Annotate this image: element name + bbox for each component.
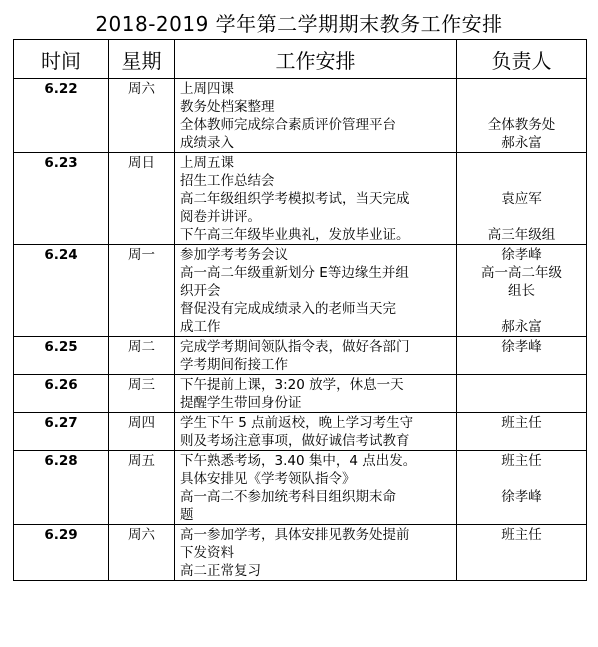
task-line: 高一高二年级重新划分 E等边缘生并组 — [180, 265, 409, 281]
owner-line — [457, 208, 586, 226]
task-line: 下发资料 — [180, 545, 234, 561]
task-line: 提醒学生带回身份证 — [180, 395, 302, 411]
task-line: 高一参加学考，具体安排见教务处提前 — [180, 527, 410, 543]
schedule-table — [13, 39, 587, 581]
date-text: 6.22 — [44, 81, 78, 97]
weekday-cell — [109, 337, 175, 375]
task-line: 完成学考期间领队指令表，做好各部门 — [180, 339, 410, 355]
task-line: 则及考场注意事项，做好诚信考试教育 — [180, 433, 410, 449]
weekday-cell — [109, 153, 175, 245]
weekday-text: 周一 — [128, 247, 155, 263]
owner-cell — [457, 375, 587, 413]
owner-line — [457, 154, 586, 172]
header-time: 时间 — [14, 40, 109, 79]
weekday-cell — [109, 79, 175, 153]
task-line: 招生工作总结会 — [180, 173, 275, 189]
task-line: 下午熟悉考场，3.40 集中，4 点出发。 — [180, 453, 417, 469]
task-line: 学生下午 5 点前返校，晚上学习考生守 — [180, 415, 414, 431]
owner-cell — [457, 245, 587, 337]
weekday-text: 周五 — [128, 453, 155, 469]
owner-line — [457, 300, 586, 318]
owner-line: 徐孝峰 — [501, 339, 542, 355]
owner-line: 高一高二年级 — [481, 265, 562, 281]
table-row — [14, 337, 587, 375]
owner-line: 高三年级组 — [487, 227, 556, 243]
task-line: 阅卷并讲评。 — [180, 209, 261, 225]
task-line: 具体安排见《学考领队指令》 — [180, 471, 356, 487]
date-text: 6.24 — [44, 247, 78, 263]
weekday-cell — [109, 375, 175, 413]
owner-line — [457, 470, 586, 488]
table-row — [14, 413, 587, 451]
owner-line — [457, 172, 586, 190]
weekday-text: 周六 — [128, 527, 155, 543]
task-line: 高二正常复习 — [180, 563, 261, 579]
task-cell — [175, 375, 457, 413]
owner-line — [457, 394, 586, 412]
task-line: 高一高二不参加统考科目组织期末命 — [180, 489, 396, 505]
date-text: 6.27 — [44, 415, 78, 431]
owner-line: 组长 — [508, 283, 535, 299]
owner-line: 徐孝峰 — [501, 247, 542, 263]
table-row — [14, 153, 587, 245]
weekday-cell — [109, 451, 175, 525]
owner-line: 班主任 — [501, 453, 542, 469]
date-text: 6.26 — [44, 377, 78, 393]
owner-line: 袁应军 — [501, 191, 542, 207]
date-cell — [14, 153, 109, 245]
task-cell — [175, 337, 457, 375]
task-cell — [175, 525, 457, 581]
date-text: 6.28 — [44, 453, 78, 469]
date-cell — [14, 451, 109, 525]
owner-cell — [457, 79, 587, 153]
date-cell — [14, 375, 109, 413]
weekday-cell — [109, 525, 175, 581]
date-text: 6.23 — [44, 155, 78, 171]
table-row — [14, 245, 587, 337]
task-line: 下午高三年级毕业典礼，发放毕业证。 — [180, 227, 410, 243]
owner-line — [457, 562, 586, 580]
header-row — [14, 40, 587, 79]
owner-line: 班主任 — [501, 415, 542, 431]
date-cell — [14, 525, 109, 581]
task-line: 督促没有完成成绩录入的老师当天完 — [180, 301, 396, 317]
weekday-cell — [109, 413, 175, 451]
task-line: 参加学考考务会议 — [180, 247, 288, 263]
header-weekday: 星期 — [109, 40, 175, 79]
table-row — [14, 79, 587, 153]
owner-cell — [457, 337, 587, 375]
owner-cell — [457, 451, 587, 525]
task-cell — [175, 153, 457, 245]
task-line: 下午提前上课，3:20 放学，休息一天 — [180, 377, 404, 393]
date-cell — [14, 337, 109, 375]
weekday-text: 周三 — [128, 377, 155, 393]
task-line: 成绩录入 — [180, 135, 234, 151]
header-task: 工作安排 — [175, 40, 457, 79]
task-line: 学考期间衔接工作 — [180, 357, 288, 373]
owner-line — [457, 432, 586, 450]
owner-line: 徐孝峰 — [501, 489, 542, 505]
owner-line — [457, 356, 586, 374]
weekday-cell — [109, 245, 175, 337]
schedule-body — [14, 79, 587, 581]
weekday-text: 周六 — [128, 81, 155, 97]
task-cell — [175, 413, 457, 451]
date-cell — [14, 245, 109, 337]
document-title: 2018-2019 学年第二学期期末教务工作安排 — [95, 12, 503, 36]
weekday-text: 周四 — [128, 415, 155, 431]
owner-line — [457, 80, 586, 98]
task-line: 织开会 — [180, 283, 221, 299]
date-cell — [14, 79, 109, 153]
owner-line — [457, 544, 586, 562]
header-owner: 负责人 — [457, 40, 587, 79]
weekday-text: 周日 — [128, 155, 155, 171]
owner-line: 郝永富 — [501, 319, 542, 335]
owner-line: 全体教务处 — [487, 117, 556, 133]
owner-line: 郝永富 — [501, 135, 542, 151]
table-row — [14, 451, 587, 525]
task-cell — [175, 245, 457, 337]
owner-cell — [457, 525, 587, 581]
date-text: 6.29 — [44, 527, 78, 543]
date-text: 6.25 — [44, 339, 78, 355]
task-line: 上周四课 — [180, 81, 234, 97]
task-cell — [175, 79, 457, 153]
owner-cell — [457, 413, 587, 451]
task-line: 上周五课 — [180, 155, 234, 171]
weekday-text: 周二 — [128, 339, 155, 355]
task-line: 题 — [180, 507, 194, 523]
task-line: 全体教师完成综合素质评价管理平台 — [180, 117, 396, 133]
task-line: 高二年级组织学考模拟考试，当天完成 — [180, 191, 410, 207]
table-row — [14, 525, 587, 581]
task-cell — [175, 451, 457, 525]
owner-line — [457, 98, 586, 116]
date-cell — [14, 413, 109, 451]
owner-line — [457, 506, 586, 524]
task-line: 成工作 — [180, 319, 221, 335]
owner-line — [457, 376, 586, 394]
owner-line: 班主任 — [501, 527, 542, 543]
owner-cell — [457, 153, 587, 245]
task-line: 教务处档案整理 — [180, 99, 275, 115]
table-row — [14, 375, 587, 413]
